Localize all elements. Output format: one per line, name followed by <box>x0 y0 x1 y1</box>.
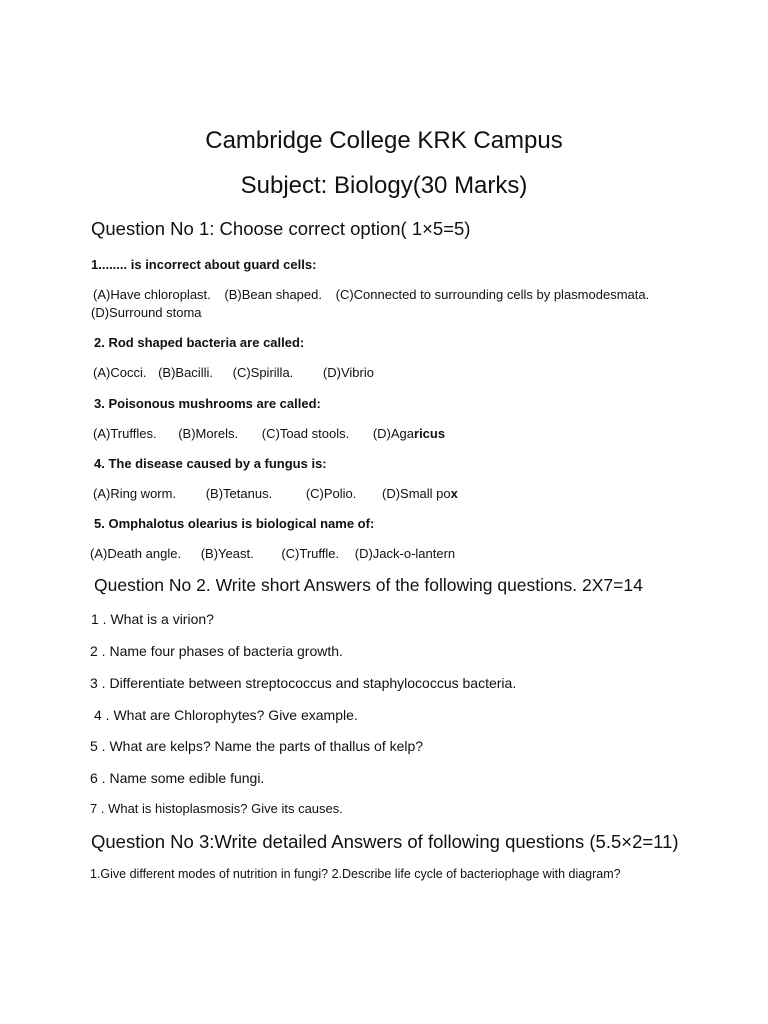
section2-heading: Question No 2. Write short Answers of the following questions. 2X7=14 <box>94 575 643 595</box>
mcq4-option-c: (C)Polio. <box>305 486 357 501</box>
mcq4-option-d <box>382 486 458 502</box>
mcq3-options <box>93 426 445 442</box>
mcq3-option-d-start: (D)Aga <box>372 426 415 441</box>
mcq1-option-d: (D)Surround stoma <box>91 305 202 320</box>
mcq5-option-a: (A)Death angle. <box>90 546 182 561</box>
mcq1-option-a: (A)Have chloroplast. <box>93 287 211 302</box>
short-question-6: 6 . Name some edible fungi. <box>90 770 265 786</box>
mcq2-options <box>93 365 374 381</box>
mcq5-question: 5. Omphalotus olearius is biological name of: <box>94 516 375 531</box>
mcq4-question: 4. The disease caused by a fungus is: <box>94 456 327 471</box>
mcq5-option-c: (C)Truffle. <box>281 546 340 561</box>
mcq3-question: 3. Poisonous mushrooms are called: <box>94 396 321 411</box>
mcq1-option-b: (B)Bean shaped. <box>224 287 322 302</box>
mcq5-options <box>90 546 455 562</box>
mcq4-option-a: (A)Ring worm. <box>93 486 177 501</box>
mcq2-option-c: (C)Spirilla. <box>232 365 294 380</box>
section1-heading: Question No 1: Choose correct option( 1×5=5) <box>91 218 471 239</box>
mcq1-options <box>93 287 649 303</box>
section3-heading: Question No 3:Write detailed Answers of following questions (5.5×2=11) <box>91 831 679 852</box>
short-question-4: 4 . What are Chlorophytes? Give example. <box>94 707 358 723</box>
mcq1-question: 1........ is incorrect about guard cells: <box>91 257 317 272</box>
mcq1-option-c: (C)Connected to surrounding cells by plasmodesmata. <box>335 287 650 302</box>
short-question-2: 2 . Name four phases of bacteria growth. <box>90 643 343 659</box>
mcq2-question: 2. Rod shaped bacteria are called: <box>94 335 305 350</box>
mcq4-option-d-end: x <box>450 486 458 501</box>
subject-title: Subject: Biology(30 Marks) <box>240 172 528 199</box>
mcq2-option-b: (B)Bacilli. <box>158 365 213 380</box>
mcq3-option-a: (A)Truffles. <box>93 426 157 441</box>
mcq4-options <box>93 486 458 502</box>
mcq5-option-b: (B)Yeast. <box>200 546 254 561</box>
short-question-1: 1 . What is a virion? <box>91 611 214 627</box>
mcq4-option-d-start: (D)Small po <box>382 486 451 501</box>
mcq4-option-b: (B)Tetanus. <box>205 486 273 501</box>
mcq3-option-b: (B)Morels. <box>178 426 239 441</box>
short-question-3: 3 . Differentiate between streptococcus and staphylococcus bacteria. <box>90 675 517 691</box>
detailed-questions: 1.Give different modes of nutrition in fungi? 2.Describe life cycle of bacteriophage with diagram? <box>90 867 621 881</box>
short-question-7: 7 . What is histoplasmosis? Give its causes. <box>90 801 343 816</box>
short-question-5: 5 . What are kelps? Name the parts of thallus of kelp? <box>90 738 424 754</box>
mcq2-option-a: (A)Cocci. <box>93 365 147 380</box>
mcq2-option-d: (D)Vibrio <box>322 365 374 380</box>
mcq3-option-d-end: ricus <box>414 426 446 441</box>
college-title: Cambridge College KRK Campus <box>205 127 563 154</box>
mcq3-option-c: (C)Toad stools. <box>261 426 350 441</box>
mcq3-option-d <box>373 426 445 442</box>
mcq5-option-d: (D)Jack-o-lantern <box>354 546 456 561</box>
